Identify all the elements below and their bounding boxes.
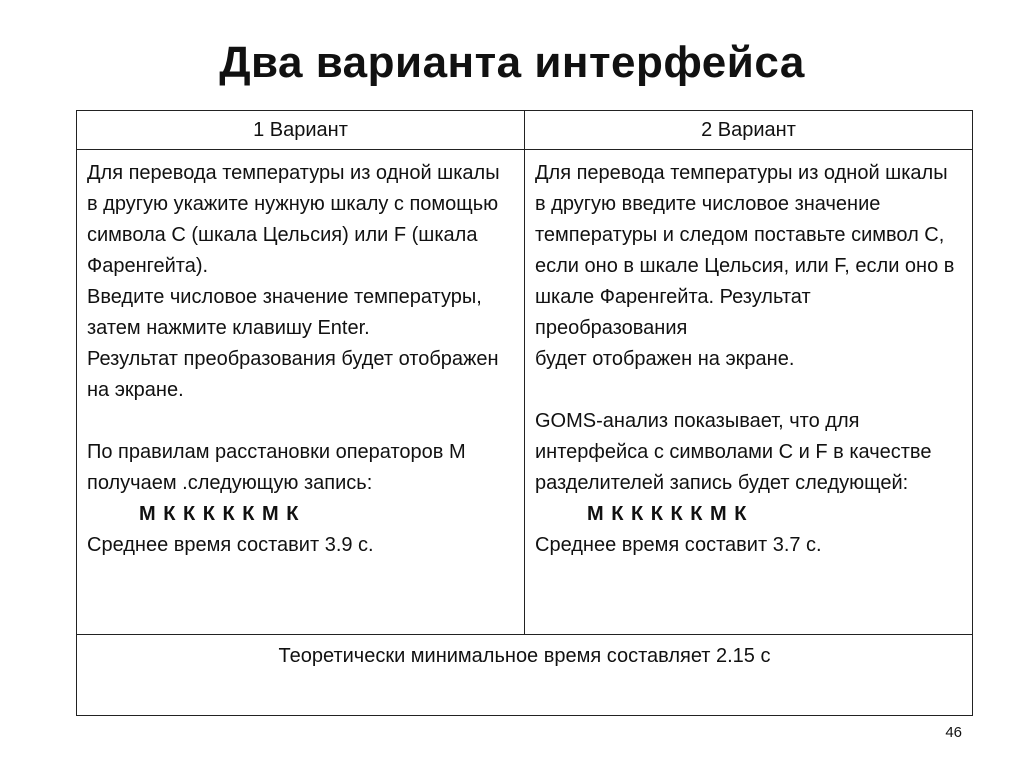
variant-1-analysis: По правилам расстановки операторов М получаем .следующую запись: [87, 441, 466, 494]
table-footer-row [77, 635, 973, 716]
header-variant-2: 2 Вариант [525, 111, 973, 150]
slide-title: Два варианта интерфейса [219, 38, 805, 87]
variant-2-time: Среднее время составит 3.7 с. [535, 534, 822, 556]
page-number: 46 [945, 724, 962, 741]
variant-1-operators: М К К К К К М К [139, 503, 300, 525]
spacer [87, 406, 514, 437]
variant-1-instruction: Для перевода температуры из одной шкалы в другую укажите нужную шкалу с помощью символа С (шкала Цельсия) или F (шкала Фаренгейта). [87, 162, 500, 277]
minimum-time-note: Теоретически минимальное время составляет 2.15 с [77, 635, 973, 716]
variant-2-operators: М К К К К К М К [587, 503, 748, 525]
variant-2-instruction: Для перевода температуры из одной шкалы в другую введите числовое значение температуры и следом поставьте символ С, если оно в шкале Цельсия, или F, если оно в шкале Фаренгейта. Результат преобразования [535, 162, 955, 339]
variant-1-result: Результат преобразования будет отображен на экране. [87, 348, 499, 401]
table-body-row [77, 150, 973, 635]
variant-1-cell [77, 150, 525, 635]
spacer [535, 375, 962, 406]
variant-2-analysis: GOMS-анализ показывает, что для интерфейса с символами С и F в качестве разделителей запись будет следующей: [535, 410, 932, 494]
variant-2-cell [525, 150, 973, 635]
variant-1-input-step: Введите числовое значение температуры, затем нажмите клавишу Enter. [87, 286, 482, 339]
header-variant-1: 1 Вариант [77, 111, 525, 150]
variant-2-result: будет отображен на экране. [535, 348, 795, 370]
comparison-table [76, 110, 973, 716]
variant-1-time: Среднее время составит 3.9 с. [87, 534, 374, 556]
table-header-row [77, 111, 973, 150]
